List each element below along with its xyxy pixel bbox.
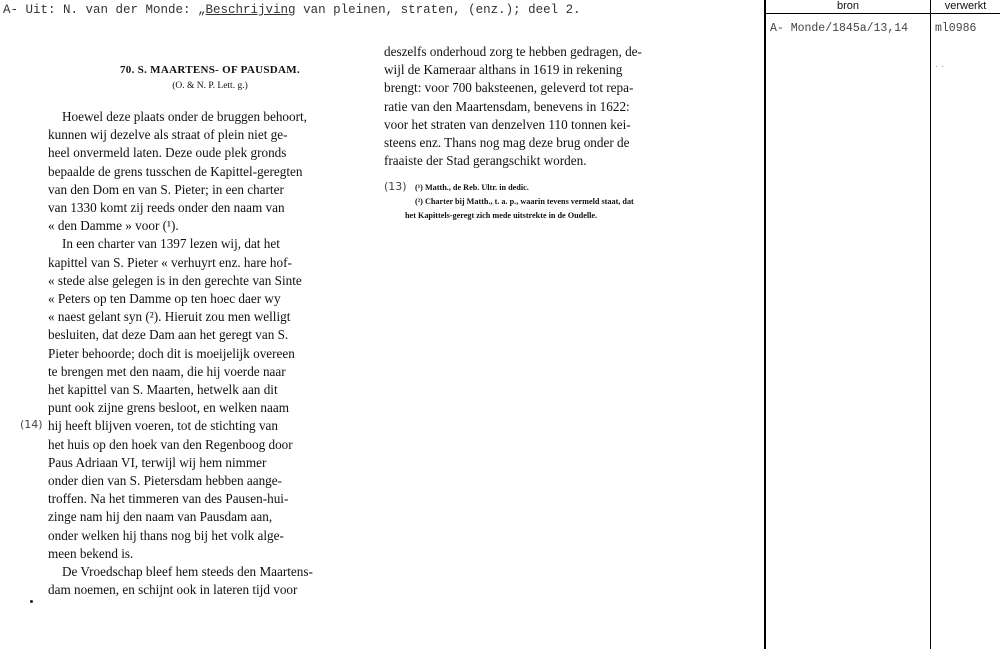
footnote-line: (¹) Matth., de Reb. Ultr. in dedic. — [415, 183, 529, 192]
right-text-column — [384, 43, 706, 170]
bron-column-header: bron — [766, 0, 930, 14]
text-line: bepaalde de grens tusschen de Kapittel-geregten — [48, 163, 303, 179]
text-line: meen bekend is. — [48, 545, 134, 561]
text-line: kapittel van S. Pieter « verhuyrt enz. hare hof- — [48, 254, 292, 270]
text-line: « naest gelant syn (²). Hieruit zou men welligt — [48, 309, 291, 325]
text-line: In een charter van 1397 lezen wij, dat het — [62, 236, 280, 252]
left-text-column — [48, 108, 350, 599]
verwerkt-column-header: verwerkt — [931, 0, 1000, 14]
section-title: 70. S. MAARTENS- OF PAUSDAM. — [119, 64, 301, 76]
section-subtitle: (O. & N. P. Lett. g.) — [172, 81, 248, 91]
margin-dot — [30, 600, 33, 603]
text-line: te brengen met den naam, die hij voerde naar — [48, 363, 286, 379]
faint-scan-mark: · · — [935, 62, 945, 73]
header-title: Beschrijving — [205, 3, 296, 17]
table-left-rule — [764, 0, 766, 649]
verwerkt-cell: ml0986 — [935, 22, 977, 35]
text-line: ratie van den Maartensdam, benevens in 1622: — [384, 98, 630, 114]
handwritten-page-number-14: (14) — [20, 418, 43, 431]
text-line: van 1330 komt zij reeds onder den naam van — [48, 200, 285, 216]
header-enz: enz. — [475, 3, 506, 17]
text-line: onder welken hij thans nog bij het volk alge- — [48, 527, 284, 543]
text-line: onder dien van S. Pietersdam hebben aange- — [48, 473, 283, 489]
text-line: brengt: voor 700 baksteenen, geleverd tot repa- — [384, 80, 634, 96]
handwritten-page-number-13: (13) — [384, 180, 407, 193]
text-line: steens enz. Thans nog mag deze brug onder de — [384, 135, 630, 151]
text-line: fraaiste der Stad gerangschikt worden. — [384, 153, 587, 169]
header-prefix: A- Uit: N. van der Monde: „ — [3, 3, 206, 17]
footnote-line: het Kapittels-geregt zich mede uitstrekte in de Oudelle. — [405, 211, 598, 220]
footnote-line: (²) Charter bij Matth., t. a. p., waarin tevens vermeld staat, dat — [415, 197, 634, 206]
text-line: « stede alse gelegen is in den gerechte van Sinte — [48, 272, 302, 288]
text-line: troffen. Na het timmeren van des Pausen-hui- — [48, 491, 289, 507]
text-line: « den Damme » voor (¹). — [48, 218, 179, 234]
text-line: hij heeft blijven voeren, tot de stichting van — [48, 418, 278, 434]
text-line: van den Dom en van S. Pieter; in een charter — [48, 181, 284, 197]
scanned-page — [0, 25, 765, 649]
text-line: dam noemen, en schijnt ook in lateren tijd voor — [48, 582, 298, 598]
text-line: Paus Adriaan VI, terwijl wij hem nimmer — [48, 454, 267, 470]
text-line: heel onvermeld laten. Deze oude plek gronds — [48, 145, 287, 161]
text-line: punt ook zijne grens besloot, en welken naam — [48, 400, 289, 416]
table-middle-rule — [930, 0, 931, 649]
text-line: kunnen wij dezelve als straat of plein niet ge- — [48, 127, 288, 143]
source-header — [3, 3, 581, 17]
text-line: De Vroedschap bleef hem steeds den Maartens- — [62, 564, 313, 580]
text-line: voor het straten van denzelven 110 tonnen kei- — [384, 116, 631, 132]
text-line: Hoewel deze plaats onder de bruggen behoort, — [62, 109, 307, 124]
text-line: zinge nam hij den naam van Pausdam aan, — [48, 509, 273, 525]
header-middle: van pleinen, straten, ( — [295, 3, 476, 17]
text-line: Pieter behoorde; doch dit is moeijelijk overeen — [48, 345, 295, 361]
text-line: « Peters op ten Damme op ten hoec daer wy — [48, 291, 281, 307]
text-line: besluiten, dat deze Dam aan het geregt van S. — [48, 327, 289, 343]
text-line: het kapittel van S. Maarten, hetwelk aan dit — [48, 382, 278, 398]
bron-cell: A- Monde/1845a/13,14 — [770, 22, 909, 35]
header-suffix: ); deel 2. — [505, 3, 581, 17]
text-line: deszelfs onderhoud zorg te hebben gedragen, de- — [384, 44, 642, 59]
text-line: wijl de Kameraar althans in 1619 in rekening — [384, 62, 623, 78]
footnotes — [405, 181, 715, 223]
text-line: het huis op den hoek van den Regenboog door — [48, 436, 293, 452]
